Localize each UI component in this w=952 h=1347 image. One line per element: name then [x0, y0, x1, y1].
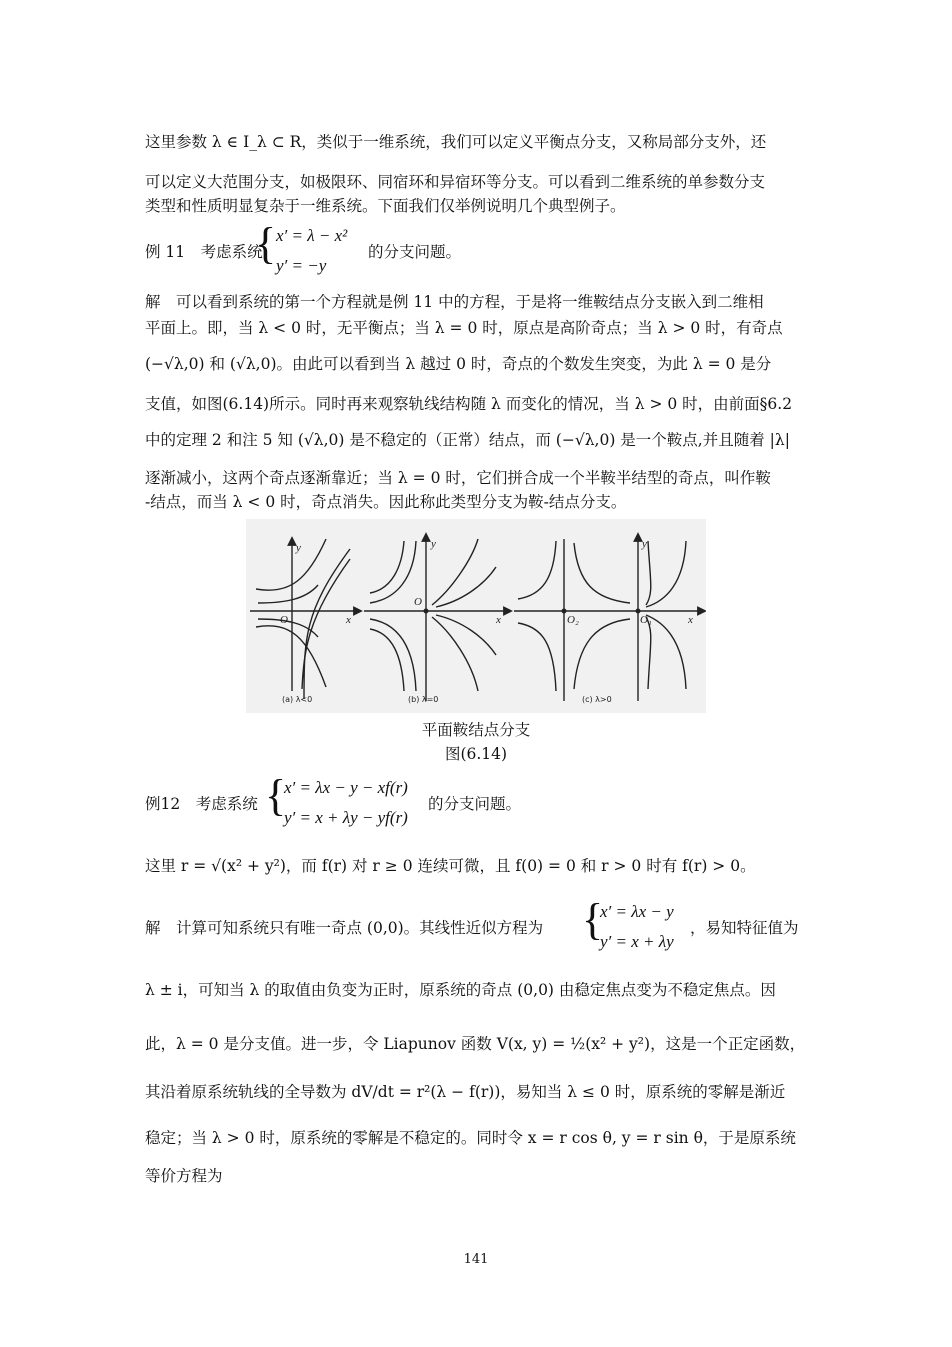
example-11-label: 例 11 考虑系统	[145, 243, 263, 261]
sol2-tail: ，易知特征值为	[690, 919, 799, 937]
ex12-tail: 的分支问题。	[428, 795, 522, 813]
figure-caption: 平面鞍结点分支	[421, 721, 531, 739]
origin-label-b: O	[414, 596, 422, 608]
paragraph-line: 这里参数 λ ∈ I_λ ⊂ R，类似于一维系统，我们可以定义平衡点分支，又称局部分支外，还	[145, 133, 767, 151]
panel-a-label: (a) λ<0	[282, 695, 313, 704]
sol2-equation-1: x′ = λx − y	[600, 902, 674, 921]
paragraph-line: λ ± i，可知当 λ 的取值由负变为正时，原系统的奇点 (0,0) 由稳定焦点变为不稳定焦点。因	[145, 981, 776, 999]
panel-a	[250, 539, 358, 699]
ex11-tail: 的分支问题。	[368, 243, 462, 261]
system-brace: {	[265, 771, 287, 820]
paragraph-line: 其沿着原系统轨线的全导数为 dV/dt = r²(λ − f(r))，易知当 λ ≤ 0 时，原系统的零解是渐近	[145, 1083, 786, 1101]
panel-c	[514, 537, 702, 701]
ex12-equation-2: y′ = x + λy − yf(r)	[284, 808, 408, 827]
ex11-equation-2: y′ = −y	[276, 256, 327, 275]
paragraph-line: 中的定理 2 和注 5 知 (√λ,0) 是不稳定的（正常）结点，而 (−√λ,0) 是一个鞍点,并且随着 |λ|	[145, 431, 790, 449]
paragraph-line: 解 计算可知系统只有唯一奇点 (0,0)。其线性近似方程为	[145, 919, 544, 937]
paragraph-line: 稳定；当 λ > 0 时，原系统的零解是不稳定的。同时令 x = r cos θ, y = r sin θ，于是原系统	[145, 1129, 796, 1147]
phase-portrait-figure	[246, 519, 706, 713]
system-brace: {	[582, 895, 604, 944]
y-axis-label-c: y	[642, 538, 647, 550]
paragraph-line: 可以定义大范围分支，如极限环、同宿环和异宿环等分支。可以看到二维系统的单参数分支	[145, 173, 766, 191]
ex11-equation-1: x′ = λ − x²	[276, 226, 348, 245]
origin-label-c-right: O₁	[640, 614, 652, 626]
paragraph-line: (−√λ,0) 和 (√λ,0)。由此可以看到当 λ 越过 0 时，奇点的个数发生突变，为此 λ = 0 是分	[145, 355, 772, 373]
paragraph-line: 支值，如图(6.14)所示。同时再来观察轨线结构随 λ 而变化的情况，当 λ > 0 时，由前面§6.2	[145, 395, 793, 413]
panel-b-label: (b) λ=0	[408, 695, 439, 704]
x-axis-label-b: x	[496, 614, 501, 626]
y-axis-label-a: y	[296, 542, 301, 554]
page-number: 141	[463, 1252, 489, 1267]
paragraph-line: 等价方程为	[145, 1167, 223, 1185]
system-brace: {	[255, 219, 277, 268]
paragraph-line: 此，λ = 0 是分支值。进一步，令 Liapunov 函数 V(x, y) = ½(x² + y²)，这是一个正定函数，	[145, 1035, 806, 1053]
x-axis-label-a: x	[346, 614, 351, 626]
paragraph-line: 解 可以看到系统的第一个方程就是例 11 中的方程，于是将一维鞍结点分支嵌入到二维相	[145, 293, 764, 311]
paragraph-line: 逐渐减小，这两个奇点逐渐靠近；当 λ = 0 时，它们拼合成一个半鞍半结型的奇点，叫作鞍	[145, 469, 771, 487]
figure-number: 图(6.14)	[444, 745, 508, 763]
y-axis-label-b: y	[431, 538, 436, 550]
panel-b	[364, 537, 508, 701]
paragraph-line: 这里 r = √(x² + y²)，而 f(r) 对 r ≥ 0 连续可微，且 f(0) = 0 和 r > 0 时有 f(r) > 0。	[145, 857, 756, 875]
panel-c-label: (c) λ>0	[582, 695, 612, 704]
example-12-label: 例12 考虑系统	[145, 795, 258, 813]
origin-label-c-left: O₂	[567, 614, 579, 626]
paragraph-line: 平面上。即，当 λ < 0 时，无平衡点；当 λ = 0 时，原点是高阶奇点；当 λ > 0 时，有奇点	[145, 319, 783, 337]
origin-label-a: O	[280, 614, 288, 626]
paragraph-line: -结点，而当 λ < 0 时，奇点消失。因此称此类型分支为鞍-结点分支。	[145, 493, 627, 511]
paragraph-line: 类型和性质明显复杂于一维系统。下面我们仅举例说明几个典型例子。	[145, 197, 626, 215]
ex12-equation-1: x′ = λx − y − xf(r)	[284, 778, 408, 797]
x-axis-label-c: x	[688, 614, 693, 626]
sol2-equation-2: y′ = x + λy	[600, 932, 674, 951]
phase-portrait-svg	[246, 519, 706, 713]
